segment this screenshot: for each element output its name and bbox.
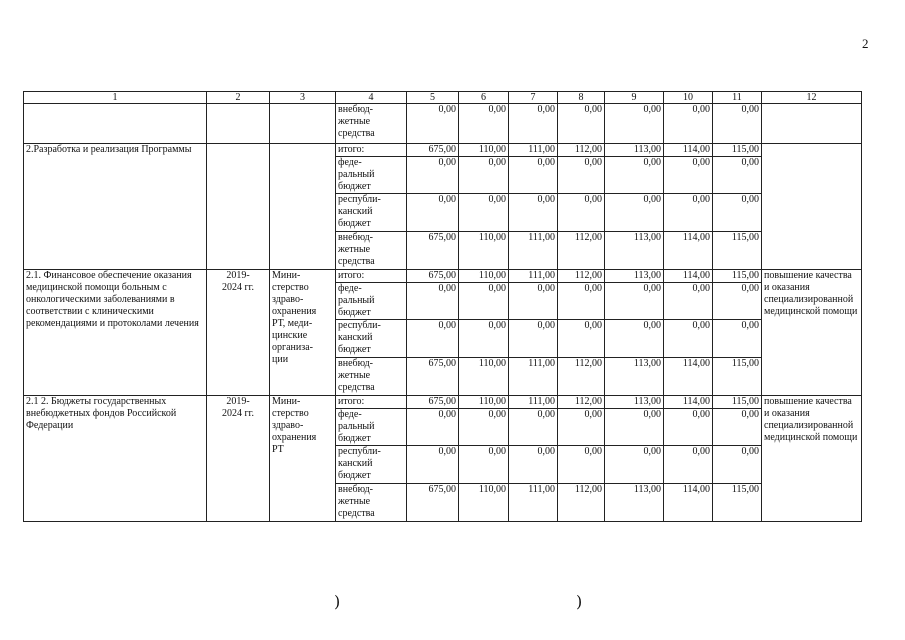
source-label: внебюд- жетные средства <box>336 484 407 522</box>
value-cell: 0,00 <box>664 283 713 320</box>
section-2 <box>24 144 862 270</box>
source-label: итого: <box>336 144 407 157</box>
value-cell: 110,00 <box>459 484 509 522</box>
value-cell: 110,00 <box>459 270 509 283</box>
value-cell: 0,00 <box>509 446 558 484</box>
value-cell: 0,00 <box>509 320 558 358</box>
value-cell: 112,00 <box>558 396 605 409</box>
source-label: феде- ральный бюджет <box>336 283 407 320</box>
value-cell: 675,00 <box>407 232 459 270</box>
period-cell <box>207 104 270 144</box>
value-cell: 115,00 <box>713 144 762 157</box>
value-cell: 0,00 <box>459 283 509 320</box>
value-cell: 675,00 <box>407 144 459 157</box>
value-cell: 0,00 <box>558 409 605 446</box>
result-cell <box>762 144 862 270</box>
period-cell: 2019- 2024 гг. <box>207 270 270 396</box>
col-header: 3 <box>270 92 336 104</box>
table-row <box>24 104 862 144</box>
result-cell <box>762 104 862 144</box>
header-row <box>24 92 862 104</box>
value-cell: 0,00 <box>407 409 459 446</box>
source-label: республи- канский бюджет <box>336 446 407 484</box>
value-cell: 115,00 <box>713 396 762 409</box>
value-cell: 0,00 <box>664 320 713 358</box>
executor-cell: Мини- стерство здраво- охранения РТ <box>270 396 336 522</box>
value-cell: 112,00 <box>558 144 605 157</box>
value-cell: 0,00 <box>509 409 558 446</box>
value-cell: 0,00 <box>558 283 605 320</box>
source-label: республи- канский бюджет <box>336 194 407 232</box>
value-cell: 114,00 <box>664 484 713 522</box>
task-title: 2.Разработка и реализация Программы <box>24 144 207 270</box>
source-label: внебюд- жетные средства <box>336 358 407 396</box>
value-cell: 114,00 <box>664 232 713 270</box>
col-header: 8 <box>558 92 605 104</box>
col-header: 12 <box>762 92 862 104</box>
value-cell: 0,00 <box>664 409 713 446</box>
value-cell: 113,00 <box>605 484 664 522</box>
value-cell: 0,00 <box>558 446 605 484</box>
value-cell: 115,00 <box>713 484 762 522</box>
value-cell: 114,00 <box>664 270 713 283</box>
value-cell: 0,00 <box>713 446 762 484</box>
value-cell: 112,00 <box>558 484 605 522</box>
value-cell: 0,00 <box>713 104 762 144</box>
value-cell: 0,00 <box>407 283 459 320</box>
scan-mark: ) <box>334 592 341 611</box>
value-cell: 675,00 <box>407 396 459 409</box>
value-cell: 0,00 <box>664 104 713 144</box>
value-cell: 113,00 <box>605 232 664 270</box>
value-cell: 0,00 <box>605 157 664 194</box>
value-cell: 0,00 <box>664 194 713 232</box>
value-cell: 0,00 <box>605 104 664 144</box>
value-cell: 110,00 <box>459 232 509 270</box>
value-cell: 0,00 <box>558 157 605 194</box>
col-header: 7 <box>509 92 558 104</box>
value-cell: 0,00 <box>713 320 762 358</box>
value-cell: 111,00 <box>509 144 558 157</box>
value-cell: 0,00 <box>605 283 664 320</box>
value-cell: 675,00 <box>407 270 459 283</box>
value-cell: 0,00 <box>509 194 558 232</box>
value-cell: 0,00 <box>459 194 509 232</box>
value-cell: 0,00 <box>664 157 713 194</box>
value-cell: 0,00 <box>459 409 509 446</box>
value-cell: 0,00 <box>558 104 605 144</box>
value-cell: 114,00 <box>664 144 713 157</box>
value-cell: 112,00 <box>558 358 605 396</box>
value-cell: 110,00 <box>459 396 509 409</box>
col-header: 6 <box>459 92 509 104</box>
executor-cell: Мини- стерство здраво- охранения РТ, меди- цинские организа- ции <box>270 270 336 396</box>
value-cell: 113,00 <box>605 358 664 396</box>
value-cell: 0,00 <box>713 157 762 194</box>
source-label: итого: <box>336 396 407 409</box>
result-cell: повышение качества и оказания специализированной медицинской помощи <box>762 270 862 396</box>
value-cell: 111,00 <box>509 358 558 396</box>
col-header: 1 <box>24 92 207 104</box>
table-row <box>24 270 862 283</box>
value-cell: 0,00 <box>605 194 664 232</box>
value-cell: 0,00 <box>713 409 762 446</box>
value-cell: 0,00 <box>605 409 664 446</box>
col-header: 10 <box>664 92 713 104</box>
value-cell: 0,00 <box>558 194 605 232</box>
source-label: феде- ральный бюджет <box>336 157 407 194</box>
col-header: 2 <box>207 92 270 104</box>
table-row <box>24 396 862 409</box>
value-cell: 0,00 <box>605 320 664 358</box>
value-cell: 111,00 <box>509 270 558 283</box>
value-cell: 111,00 <box>509 396 558 409</box>
page-number: 2 <box>862 36 869 51</box>
value-cell: 0,00 <box>459 157 509 194</box>
value-cell: 0,00 <box>407 104 459 144</box>
period-cell <box>207 144 270 270</box>
value-cell: 0,00 <box>407 157 459 194</box>
value-cell: 0,00 <box>509 283 558 320</box>
value-cell: 112,00 <box>558 232 605 270</box>
value-cell: 113,00 <box>605 144 664 157</box>
period-cell: 2019- 2024 гг. <box>207 396 270 522</box>
source-label: внебюд- жетные средства <box>336 232 407 270</box>
section-2-1 <box>24 270 862 396</box>
value-cell: 0,00 <box>558 320 605 358</box>
executor-cell <box>270 144 336 270</box>
value-cell: 0,00 <box>713 283 762 320</box>
value-cell: 675,00 <box>407 358 459 396</box>
task-cell <box>24 104 207 144</box>
col-header: 9 <box>605 92 664 104</box>
source-label: феде- ральный бюджет <box>336 409 407 446</box>
task-title: 2.1 2. Бюджеты государственных внебюджетных фондов Российской Федерации <box>24 396 207 522</box>
value-cell: 111,00 <box>509 484 558 522</box>
value-cell: 0,00 <box>713 194 762 232</box>
scan-mark: ) <box>576 592 583 611</box>
value-cell: 111,00 <box>509 232 558 270</box>
value-cell: 110,00 <box>459 144 509 157</box>
value-cell: 115,00 <box>713 232 762 270</box>
value-cell: 110,00 <box>459 358 509 396</box>
col-header: 5 <box>407 92 459 104</box>
value-cell: 0,00 <box>407 194 459 232</box>
value-cell: 115,00 <box>713 358 762 396</box>
value-cell: 0,00 <box>459 320 509 358</box>
value-cell: 0,00 <box>509 157 558 194</box>
source-label: итого: <box>336 270 407 283</box>
value-cell: 0,00 <box>459 446 509 484</box>
value-cell: 113,00 <box>605 270 664 283</box>
value-cell: 113,00 <box>605 396 664 409</box>
value-cell: 0,00 <box>605 446 664 484</box>
value-cell: 114,00 <box>664 358 713 396</box>
source-label: республи- канский бюджет <box>336 320 407 358</box>
col-header: 4 <box>336 92 407 104</box>
value-cell: 0,00 <box>407 446 459 484</box>
section-2-1-2 <box>24 396 862 522</box>
source-label: внебюд- жетные средства <box>336 104 407 144</box>
value-cell: 0,00 <box>664 446 713 484</box>
value-cell: 115,00 <box>713 270 762 283</box>
result-cell: повышение качества и оказания специализированной медицинской помощи <box>762 396 862 522</box>
value-cell: 0,00 <box>407 320 459 358</box>
value-cell: 114,00 <box>664 396 713 409</box>
value-cell: 112,00 <box>558 270 605 283</box>
value-cell: 675,00 <box>407 484 459 522</box>
table-row <box>24 144 862 157</box>
value-cell: 0,00 <box>459 104 509 144</box>
col-header: 11 <box>713 92 762 104</box>
value-cell: 0,00 <box>509 104 558 144</box>
task-title: 2.1. Финансовое обеспечение оказания медицинской помощи больным с онкологическими заболеваниями в соответствии с клиническими рекомендациями и протоколами лечения <box>24 270 207 396</box>
executor-cell <box>270 104 336 144</box>
budget-table <box>23 91 862 522</box>
